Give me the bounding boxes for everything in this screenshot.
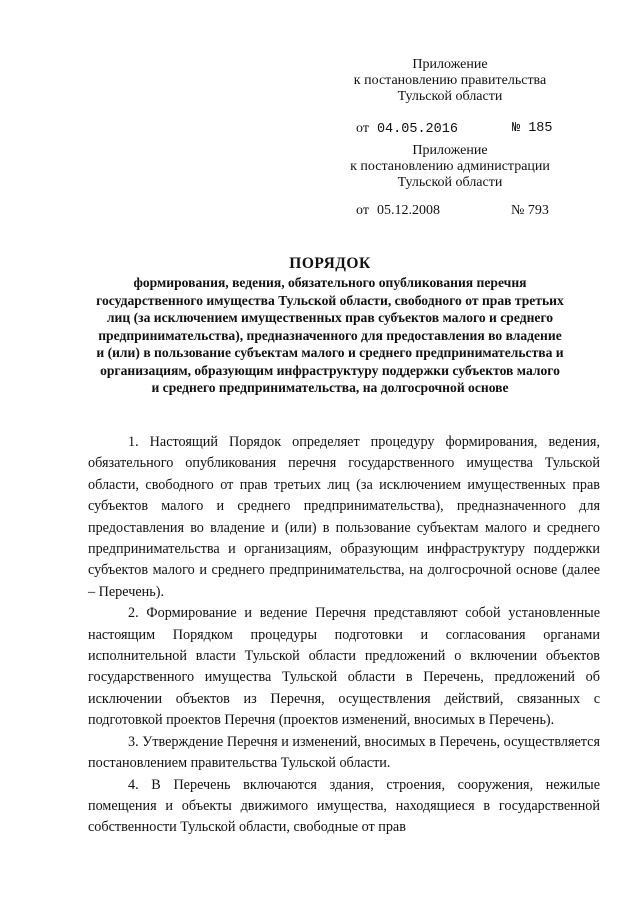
attachment-header-current xyxy=(300,57,600,105)
date-prefix: от xyxy=(356,203,369,218)
paragraph-2: 2. Формирование и ведение Перечня представляют собой установленные настоящим Порядком процедуры подготовки и согласования органами исполнительной власти Тульской области предложений о включении объектов государственного имущества Тульской области в Перечень, предложений об исключении объектов из Перечня, осуществления действий, связанных с подготовкой проектов Перечня (проектов изменений, вносимых в Перечень). xyxy=(88,605,600,729)
decree-date: 05.12.2008 xyxy=(376,203,440,218)
paragraph-1: 1. Настоящий Порядок определяет процедуру формирования, ведения, обязательного опубликования перечня государственного имущества Тульской области, свободного от прав третьих лиц (за исключением имущественных прав субъектов малого и среднего предпринимательства), предназначенного для предоставления во владение и (или) в пользование субъектам малого и среднего предпринимательства и организациям, образующим инфраструктуру поддержки субъектов малого и среднего предпринимательства, на долгосрочной основе (далее – Перечень). xyxy=(88,434,600,600)
decree-date: 04.05.2016 xyxy=(376,122,458,137)
attachment-region: Тульской области xyxy=(397,89,503,104)
document-title: ПОРЯДОК xyxy=(289,255,371,272)
paragraph-3: 3. Утверждение Перечня и изменений, вносимых в Перечень, осуществляется постановлением правительства Тульской области. xyxy=(88,733,600,772)
attachment-decree-ref: к постановлению администрации xyxy=(350,159,550,174)
decree-number: № 793 xyxy=(511,203,549,218)
decree-number: № 185 xyxy=(512,121,553,136)
decree-date-number-current xyxy=(356,121,596,138)
decree-date-number-original xyxy=(356,203,596,219)
document-heading xyxy=(95,254,565,397)
attachment-label: Приложение xyxy=(412,57,488,72)
attachment-decree-ref: к постановлению правительства xyxy=(353,73,547,88)
attachment-label: Приложение xyxy=(412,143,488,158)
paragraph-4: 4. В Перечень включаются здания, строения, сооружения, нежилые помещения и объекты движимого имущества, находящиеся в государственной собственности Тульской области, свободные от прав xyxy=(88,776,600,836)
attachment-header-original xyxy=(300,143,600,191)
document-subtitle: формирования, ведения, обязательного опубликования перечня государственного имущества Тульской области, свободного от прав третьих лиц (за исключением имущественных прав субъектов малого и среднего предпринимательства), предназначенного для предоставления во владение и (или) в пользование субъектам малого и среднего предпринимательства и организациям, образующим инфраструктуру поддержки субъектов малого и среднего предпринимательства, на долгосрочной основе xyxy=(96,275,564,395)
attachment-region: Тульской области xyxy=(397,175,503,190)
date-prefix: от xyxy=(356,121,369,136)
document-body xyxy=(88,432,600,839)
